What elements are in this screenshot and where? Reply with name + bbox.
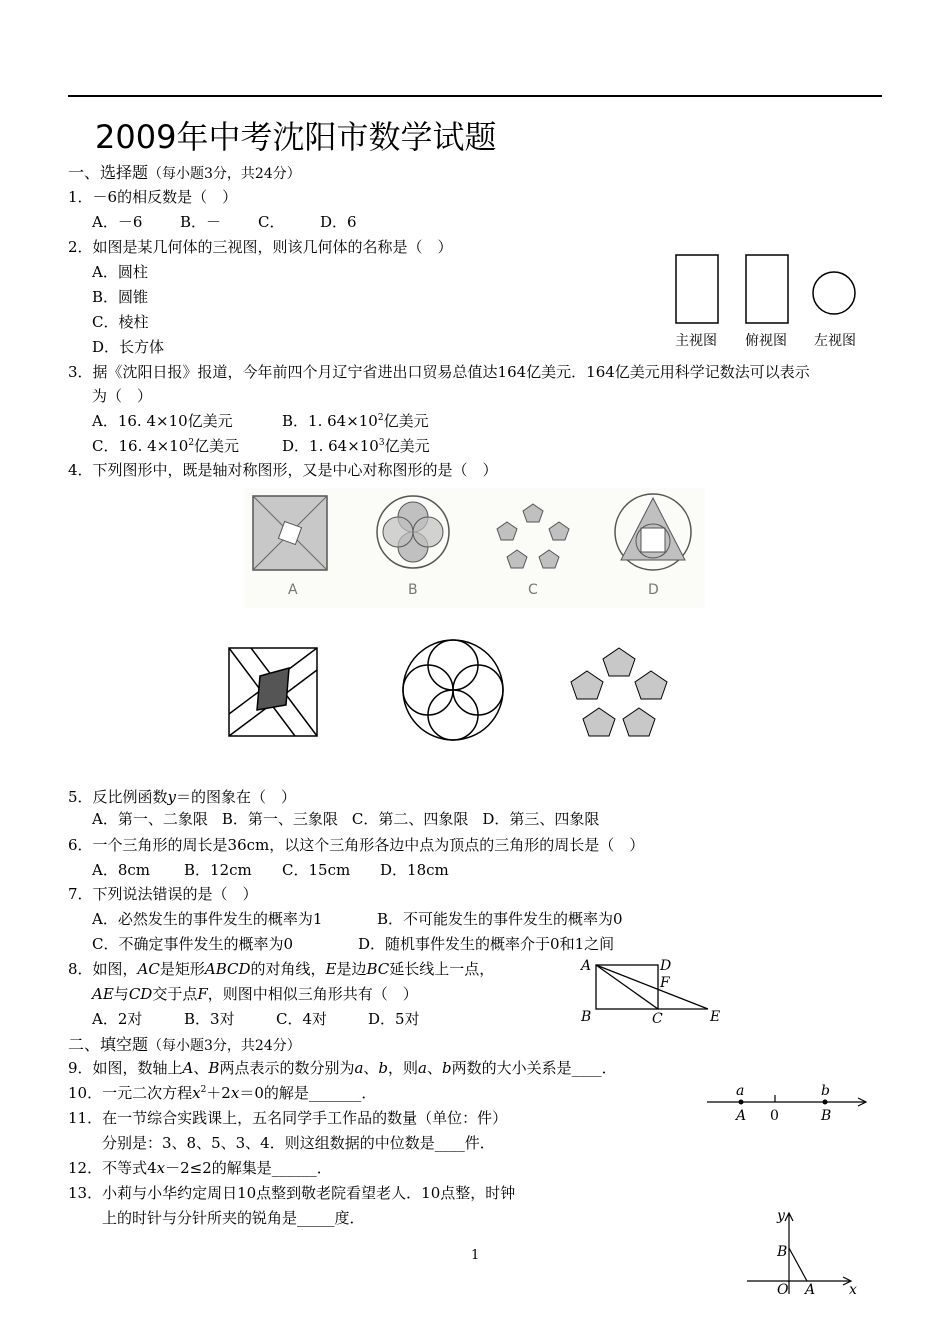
section-1-heading: 一、选择题（每小题3分，共24分）	[68, 163, 301, 182]
figure-b	[377, 496, 449, 568]
number-line-a: a	[736, 1083, 745, 1099]
front-view-label: 主视图	[675, 333, 717, 349]
q6-option-b: B．12cm	[184, 861, 252, 879]
q5-option-d: D．第三、四象限	[482, 810, 600, 828]
number-line-zero: 0	[770, 1108, 779, 1124]
q7-option-d: D．随机事件发生的概率介于0和1之间	[358, 935, 615, 953]
q5-option-b: B．第一、三象限	[221, 810, 338, 828]
q1-stem: 1．－6的相反数是（ ）	[68, 188, 238, 206]
top-view-label: 俯视图	[745, 333, 787, 349]
q6-options	[92, 859, 449, 880]
q3-stem-cont: 为（ ）	[92, 387, 153, 405]
q2-option-c: C．棱柱	[92, 313, 149, 331]
q5-stem: 5．反比例函数y＝的图象在（ ）	[68, 788, 297, 806]
q3-option-b: B．1. $64\times 10^2$亿美元	[282, 412, 429, 430]
q1-option-d: D．6	[320, 213, 357, 231]
number-line-point-a: A	[736, 1108, 747, 1124]
q7-option-b: B．不可能发生的事件发生的概率为0	[377, 910, 623, 928]
redrawn-pentagon-ring	[571, 648, 667, 736]
figure-a	[253, 496, 327, 570]
label-c: C	[528, 582, 538, 598]
q12-stem: 12．不等式4x－2≤2的解集是______．	[68, 1159, 332, 1177]
q8-option-c: C．4对	[276, 1010, 328, 1028]
q8-option-b: B．3对	[184, 1010, 235, 1028]
q4-figures-scanned	[245, 488, 705, 608]
q5-option-c: C．第二、四象限	[351, 810, 469, 828]
q3-option-d: D．1. $64\times 10^3$亿美元	[282, 437, 430, 455]
q2-stem: 2．如图是某几何体的三视图，则该几何体的名称是（ ）	[68, 238, 453, 256]
axis-point-a: A	[805, 1282, 816, 1298]
q8-options	[92, 1008, 420, 1029]
q5-options	[92, 808, 599, 829]
q9-stem: 9．如图，数轴上A、B两点表示的数分别为a、b，则a、b两数的大小关系是____．	[68, 1059, 617, 1077]
q8-stem-line1: 8．如图，AC是矩形ABCD的对角线，E是边BC延长线上一点，	[68, 960, 495, 978]
redrawn-circle-petals	[403, 640, 503, 740]
top-rule	[68, 95, 882, 97]
section-2-heading: 二、填空题（每小题3分，共24分）	[68, 1035, 301, 1054]
point-b: B	[581, 1009, 592, 1025]
q3-option-a: A．16. 4×10亿美元	[92, 412, 233, 430]
q13-line1: 13．小莉与小华约定周日10点整到敬老院看望老人．10点整，时钟	[68, 1184, 516, 1202]
q13-line2: 上的时针与分针所夹的锐角是_____度．	[102, 1209, 365, 1227]
q3-option-c: C．16. $4\times 10^2$亿美元	[92, 437, 240, 455]
label-d: D	[648, 582, 659, 598]
label-a: A	[288, 582, 298, 598]
q6-option-a: A．8cm	[92, 861, 151, 879]
axis-y-label: y	[777, 1208, 785, 1224]
q7-option-c: C．不确定事件发生的概率为0	[92, 935, 294, 953]
q1-option-c: C．	[258, 213, 285, 231]
q6-stem: 6．一个三角形的周长是36cm，以这个三角形各边中点为顶点的三角形的周长是（ ）	[68, 836, 645, 854]
axis-x-label: x	[849, 1282, 857, 1298]
q4-figures-redrawn	[225, 638, 675, 748]
q4-stem: 4．下列图形中，既是轴对称图形，又是中心对称图形的是（ ）	[68, 461, 498, 479]
q11-line2: 分别是：3、8、5、3、4．则这组数据的中位数是____件．	[102, 1134, 495, 1152]
q7-option-a: A．必然发生的事件发生的概率为1	[92, 910, 323, 928]
side-view-label: 左视图	[814, 333, 856, 349]
point-e: E	[710, 1009, 721, 1025]
q8-option-a: A．2对	[92, 1010, 143, 1028]
label-b: B	[408, 582, 418, 598]
front-view-rect	[676, 255, 718, 323]
q1-options	[92, 211, 357, 232]
q5-option-a: A．第一、二象限	[92, 810, 208, 828]
point-a: A	[581, 958, 592, 974]
q6-option-d: D．18cm	[380, 861, 449, 879]
q2-option-b: B．圆锥	[92, 288, 149, 306]
redrawn-pinwheel-square	[229, 648, 317, 736]
point-d: D	[660, 958, 672, 974]
q1-option-a: A．－6	[92, 213, 143, 231]
q10-stem: 10．一元二次方程$x^2+2x=0$的解是_______．	[68, 1084, 377, 1102]
top-view-rect	[746, 255, 788, 323]
q2-option-d: D．长方体	[92, 338, 165, 356]
number-line-b: b	[821, 1083, 830, 1099]
q3-stem: 3．据《沈阳日报》报道，今年前四个月辽宁省进出口贸易总值达164亿美元．164亿美元用科学记数法可以表示	[68, 363, 810, 381]
side-view-circle	[813, 272, 855, 314]
axis-origin: O	[777, 1282, 789, 1298]
number-line-point-b: B	[821, 1108, 832, 1124]
q8-option-d: D．5对	[368, 1010, 420, 1028]
q2-option-a: A．圆柱	[92, 263, 148, 281]
page-number: 1	[471, 1248, 480, 1263]
q8-stem-line2: AE与CD交于点F，则图中相似三角形共有（ ）	[92, 985, 418, 1003]
point-f: F	[660, 975, 670, 991]
q6-option-c: C．15cm	[282, 861, 351, 879]
page-title: 2009年中考沈阳市数学试题	[95, 118, 497, 156]
q1-option-b: B．－	[180, 213, 222, 231]
axis-point-b: B	[777, 1244, 788, 1260]
q11-line1: 11．在一节综合实践课上，五名同学手工作品的数量（单位：件）	[68, 1109, 508, 1127]
number-line	[705, 1090, 875, 1114]
q7-stem: 7．下列说法错误的是（ ）	[68, 885, 258, 903]
point-c: C	[652, 1011, 663, 1027]
